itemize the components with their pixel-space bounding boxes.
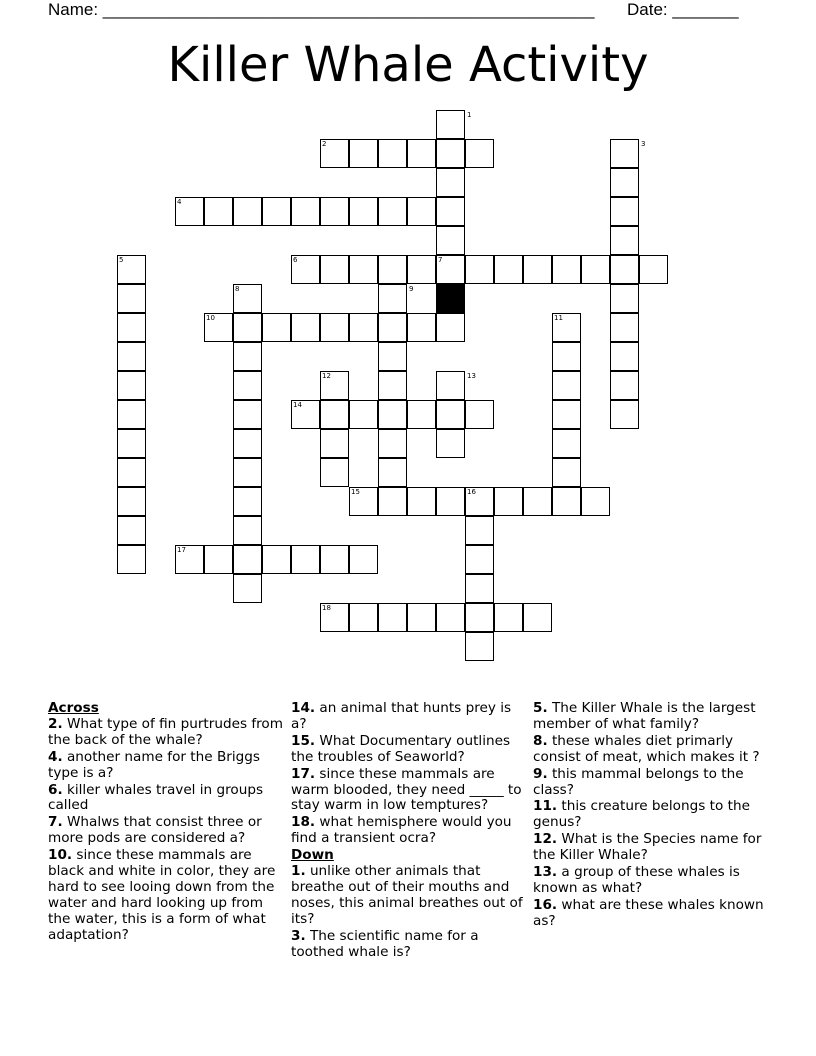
grid-cell[interactable] [581,487,610,516]
grid-cell[interactable] [436,400,465,429]
clue-number: 12. [533,831,558,848]
clues-column-1 [48,701,284,945]
grid-cell[interactable] [378,197,407,226]
grid-cell[interactable] [610,226,639,255]
grid-cell[interactable] [465,255,494,284]
clue-text: killer whales travel in groups called [48,781,264,814]
grid-cell[interactable] [407,313,436,342]
grid-cell[interactable] [233,487,262,516]
grid-cell[interactable] [320,255,349,284]
grid-cell[interactable] [233,342,262,371]
date-field-line[interactable]: Date: _______ [627,0,739,19]
grid-cell[interactable] [349,255,378,284]
clue-number: 5. [533,700,548,716]
clue-item [533,701,769,733]
grid-cell[interactable] [610,255,639,284]
clue-item [48,815,284,847]
grid-cell[interactable] [494,255,523,284]
grid-cell[interactable] [233,545,262,574]
clue-number-label: 9 [409,285,414,293]
grid-cell[interactable] [465,603,494,632]
grid-cell[interactable] [349,400,378,429]
clue-number: 15. [291,732,316,749]
clue-text: What Documentary outlines the troubles of Seaworld? [291,732,511,765]
clue-number-label: 7 [438,256,443,264]
grid-cell[interactable] [436,168,465,197]
grid-cell[interactable] [552,487,581,516]
grid-cell[interactable] [436,313,465,342]
grid-cell[interactable] [581,255,610,284]
grid-cell[interactable] [117,400,146,429]
clue-text: another name for the Briggs type is a? [48,748,260,781]
clue-item [48,848,284,943]
grid-cell[interactable] [233,574,262,603]
grid-cell[interactable] [436,197,465,226]
grid-cell[interactable] [204,197,233,226]
clue-number-label: 4 [177,198,182,206]
grid-cell[interactable] [494,487,523,516]
clue-text: these whales diet primarly consist of meat, which makes it ? [533,732,760,765]
grid-cell[interactable] [262,313,291,342]
grid-cell[interactable] [117,371,146,400]
grid-cell[interactable] [552,458,581,487]
clue-number: 13. [533,864,558,881]
clue-text: Whalws that consist three or more pods are considered a? [48,814,262,847]
grid-cell[interactable] [117,342,146,371]
grid-cell[interactable] [349,545,378,574]
clue-number-label: 11 [554,314,563,322]
clue-number: 18. [291,814,316,831]
grid-cell[interactable] [407,400,436,429]
clue-number: 9. [533,765,548,782]
grid-cell[interactable] [117,284,146,313]
grid-cell[interactable] [610,168,639,197]
grid-cell[interactable] [436,371,465,400]
grid-cell[interactable] [552,400,581,429]
grid-cell[interactable] [494,603,523,632]
clue-number: 4. [48,748,63,765]
grid-cell[interactable] [320,197,349,226]
grid-cell[interactable] [233,400,262,429]
grid-cell[interactable] [349,313,378,342]
grid-cell[interactable] [233,371,262,400]
grid-cell[interactable] [378,487,407,516]
clue-number-label: 8 [235,285,240,293]
grid-cell[interactable] [465,632,494,661]
grid-cell[interactable] [320,313,349,342]
clue-item [291,815,523,847]
clue-text: The Killer Whale is the largest member of what family? [533,700,756,732]
page-title: Killer Whale Activity [167,37,649,93]
clue-number-label: 5 [119,256,124,264]
grid-cell[interactable] [117,429,146,458]
grid-cell[interactable] [378,342,407,371]
grid-cell[interactable] [407,197,436,226]
grid-cell[interactable] [610,284,639,313]
clue-item [533,734,769,766]
grid-cell[interactable] [610,371,639,400]
grid-cell[interactable] [610,342,639,371]
clue-item [291,701,523,733]
clue-item [48,717,284,749]
clue-number-label: 1 [467,111,472,119]
grid-cell[interactable] [378,603,407,632]
grid-cell[interactable] [407,603,436,632]
clue-item [291,767,523,815]
clue-number-label: 12 [322,372,331,380]
grid-cell[interactable] [436,429,465,458]
clue-number: 3. [291,927,306,944]
clue-number: 16. [533,896,558,913]
grid-cell[interactable] [407,487,436,516]
clue-number-label: 3 [641,140,646,148]
grid-cell[interactable] [523,487,552,516]
clue-number: 8. [533,732,548,749]
clue-number-label: 10 [206,314,215,322]
clue-item [291,864,523,928]
grid-cell[interactable] [552,255,581,284]
grid-cell[interactable] [204,545,233,574]
clue-item [48,750,284,782]
grid-cell[interactable] [407,139,436,168]
clue-item [291,734,523,766]
grid-cell[interactable] [465,516,494,545]
clue-item [533,832,769,864]
grid-cell[interactable] [262,545,291,574]
clue-number: 17. [291,765,316,782]
grid-cell[interactable] [523,255,552,284]
clue-text: unlike other animals that breathe out of their mouths and noses, this animal breathes out of its? [291,863,523,927]
grid-cell[interactable] [407,255,436,284]
grid-cell[interactable] [610,139,639,168]
clue-number-label: 13 [467,372,476,380]
grid-cell[interactable] [233,516,262,545]
clue-item [533,767,769,799]
grid-cell[interactable] [349,197,378,226]
grid-cell[interactable] [639,255,668,284]
clue-number-label: 18 [322,604,331,612]
clue-text: What is the Species name for the Killer Whale? [533,831,762,864]
grid-cell[interactable] [117,545,146,574]
grid-cell[interactable] [349,139,378,168]
clue-number-label: 6 [293,256,298,264]
grid-cell[interactable] [291,545,320,574]
clue-item [533,865,769,897]
clue-number-label: 14 [293,401,302,409]
clue-text: What type of fin purtrudes from the back of the whale? [48,715,283,748]
clue-text: since these mammals are warm blooded, they need _____ to stay warm in low temptures? [291,765,522,814]
clue-text: a group of these whales is known as what? [533,864,740,896]
grid-cell[interactable] [320,458,349,487]
across-heading: Across [48,700,99,716]
grid-cell[interactable] [552,371,581,400]
grid-cell[interactable] [233,197,262,226]
grid-cell[interactable] [523,603,552,632]
grid-cell[interactable] [610,197,639,226]
grid-cell[interactable] [320,400,349,429]
grid-cell[interactable] [233,429,262,458]
clue-number: 10. [48,847,73,864]
clue-item [533,898,769,930]
grid-cell[interactable] [378,284,407,313]
grid-cell[interactable] [233,313,262,342]
grid-cell[interactable] [262,197,291,226]
grid-cell[interactable] [465,545,494,574]
grid-cell[interactable] [378,400,407,429]
grid-cell[interactable] [320,545,349,574]
clue-number: 11. [533,798,558,815]
clues-column-3 [533,701,769,931]
grid-cell[interactable] [378,371,407,400]
grid-cell[interactable] [610,400,639,429]
grid-cell[interactable] [436,139,465,168]
grid-cell[interactable] [117,313,146,342]
down-heading: Down [291,847,334,864]
grid-cell[interactable] [436,603,465,632]
clue-text: an animal that hunts prey is a? [291,700,512,732]
grid-cell[interactable] [552,342,581,371]
grid-cell[interactable] [436,226,465,255]
clue-number: 7. [48,814,63,831]
clue-number-label: 15 [351,488,360,496]
grid-cell[interactable] [378,255,407,284]
grid-cell[interactable] [378,313,407,342]
grid-cell[interactable] [117,487,146,516]
clue-item [291,929,523,961]
name-field-line[interactable]: Name: ____________________________________________________ [48,0,595,19]
clue-text: since these mammals are black and white in color, they are hard to see looing down from the water and hard looking up from the water, this is a form of what adaptation? [48,847,276,943]
black-cell [436,284,465,313]
grid-cell[interactable] [291,313,320,342]
grid-cell[interactable] [610,313,639,342]
grid-cell[interactable] [436,487,465,516]
clue-number-label: 17 [177,546,186,554]
grid-cell[interactable] [465,400,494,429]
clue-number: 6. [48,781,63,798]
clue-number: 14. [291,700,316,716]
clue-number: 1. [291,863,306,880]
clue-item [533,799,769,831]
grid-cell[interactable] [233,458,262,487]
grid-cell[interactable] [465,574,494,603]
grid-cell[interactable] [552,429,581,458]
grid-cell[interactable] [436,110,465,139]
grid-cell[interactable] [378,429,407,458]
clue-item [48,783,284,815]
grid-cell[interactable] [378,458,407,487]
grid-cell[interactable] [378,139,407,168]
clues-column-2 [291,701,523,962]
clue-text: The scientific name for a toothed whale is? [291,927,479,960]
clue-text: what are these whales known as? [533,896,764,929]
grid-cell[interactable] [291,197,320,226]
clue-text: this mammal belongs to the class? [533,765,744,798]
grid-cell[interactable] [349,603,378,632]
clue-text: this creature belongs to the genus? [533,798,750,831]
grid-cell[interactable] [320,429,349,458]
clue-text: what hemisphere would you find a transient ocra? [291,814,512,847]
grid-cell[interactable] [465,139,494,168]
grid-cell[interactable] [117,516,146,545]
clue-number-label: 2 [322,140,327,148]
clue-number: 2. [48,715,63,732]
grid-cell[interactable] [117,458,146,487]
clue-number-label: 16 [467,488,476,496]
